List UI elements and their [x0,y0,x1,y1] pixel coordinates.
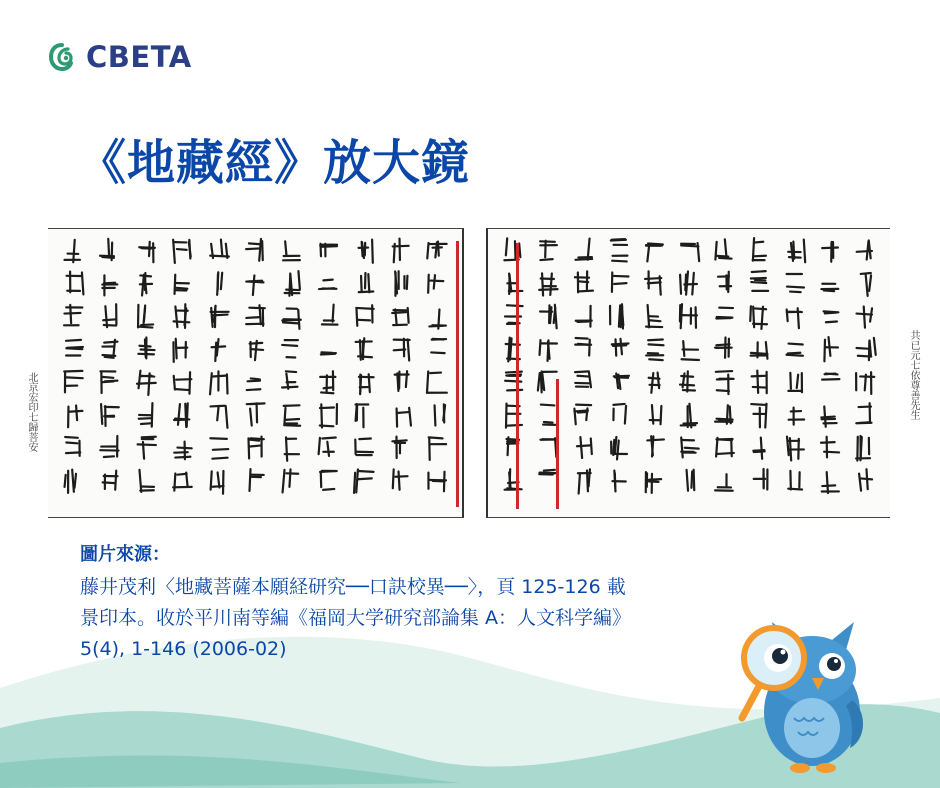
scanned-text-column [384,235,418,511]
scanned-text-column [602,235,636,511]
page-title: 《地藏經》放大鏡 [78,135,471,191]
scanned-text-column [813,235,847,511]
scanned-text-column [778,235,812,511]
scanned-text-column [202,235,236,511]
scanned-text-column [238,235,272,511]
red-marker-line [556,379,559,509]
scanned-text-column [92,235,126,511]
scanned-page-left [48,228,464,518]
scanned-text-columns-left [48,229,462,517]
scanned-text-columns-right [488,229,890,517]
scanned-text-column [347,235,381,511]
image-source-caption [80,542,780,665]
red-marker-line [516,243,519,509]
scanned-text-column [165,235,199,511]
scanned-text-column [566,235,600,511]
scanned-text-column [311,235,345,511]
caption-citation-line-1: 藤井茂利〈地藏菩薩本願経研究──口訣校異──〉，頁 125-126 載 [80,576,626,598]
caption-citation-line-2: 景印本。收於平川南等編《福岡大学研究部論集 A：人文科学編》 [80,607,632,629]
scanned-text-column [420,235,454,511]
red-marker-line [456,241,459,507]
cbeta-logo-icon [46,41,78,73]
scanned-page-right [486,228,890,518]
scanned-text-column [531,235,565,511]
scanned-text-column [274,235,308,511]
scanned-text-column [672,235,706,511]
caption-citation-line-3: 5(4), 1-146 (2006-02) [80,638,287,660]
left-side-note: 北京宏印七歸菩安 [26,372,37,452]
scanned-text-column [637,235,671,511]
right-side-note: 共已元七依尊善先生 [908,330,919,420]
scanned-text-column [56,235,90,511]
brand-name: CBETA [86,40,192,74]
scanned-text-column [129,235,163,511]
cbeta-logo[interactable] [46,40,192,74]
scanned-text-column [496,235,530,511]
scanned-text-column [707,235,741,511]
scanned-text-column [742,235,776,511]
caption-label: 圖片來源： [80,544,170,565]
owl-mascot-icon [728,600,876,780]
scanned-text-column [848,235,882,511]
